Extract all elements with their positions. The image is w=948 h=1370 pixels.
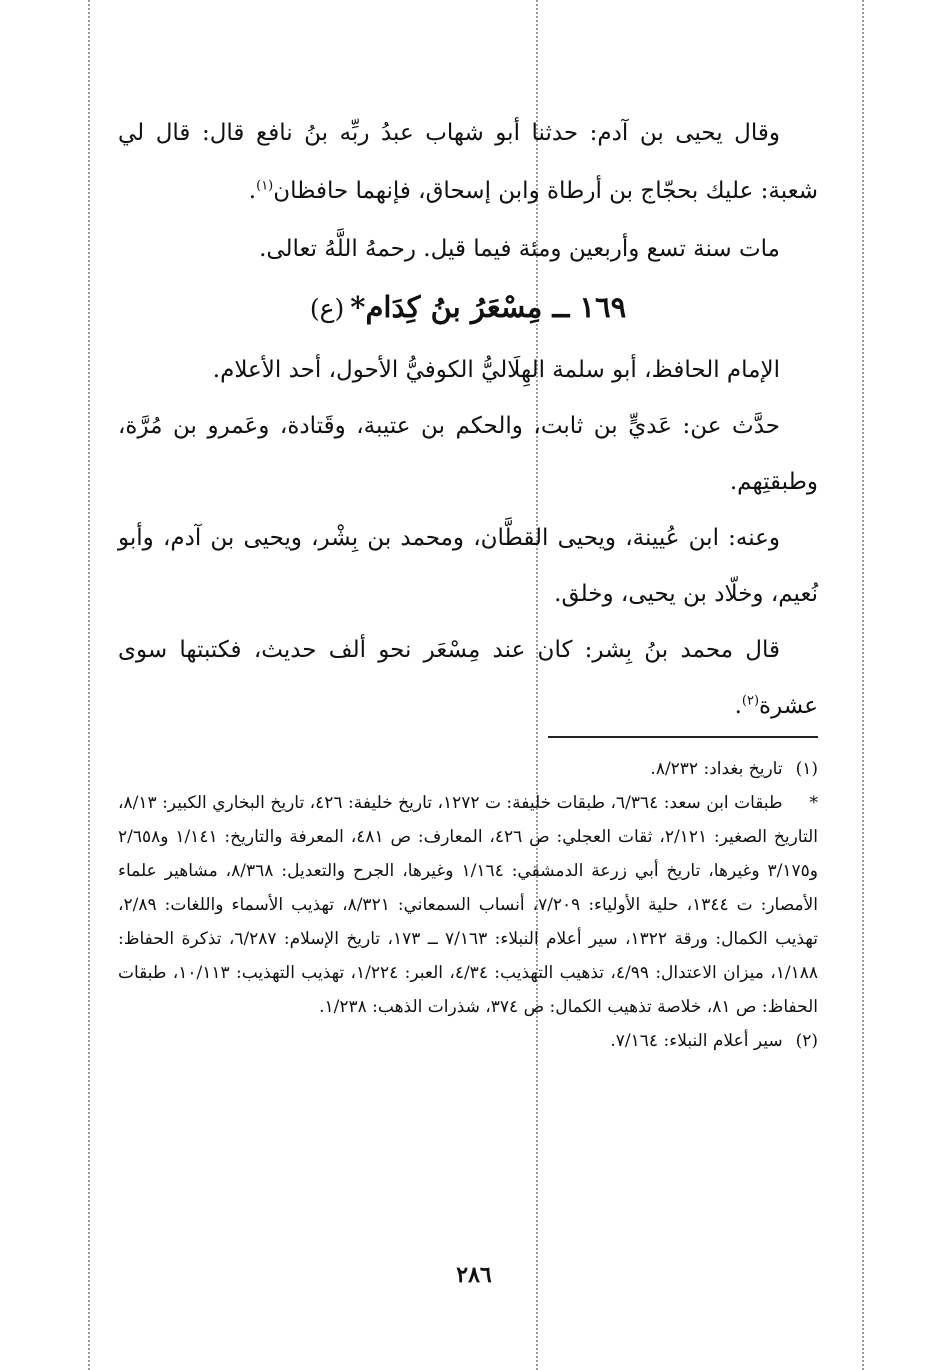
paragraph-2: مات سنة تسع وأربعين ومئة فيما قيل. رحمهُ اللَّهُ تعالى. [259,236,780,262]
footnote-star [118,786,818,1024]
entry-heading [118,280,818,336]
paragraph-4: حدَّث عن: عَديٍّ بن ثابت، والحكم بن عتيبة، وقَتادة، وعَمرو بن مُرَّة، وطبقتِهم. [118,413,818,495]
paragraph-1-end: . [248,178,257,204]
right-margin-guide [862,0,864,1370]
footnote-2-mark: (٢) [795,1031,818,1051]
footnote-2-text: سير أعلام النبلاء: ٧/١٦٤. [610,1031,783,1051]
page-number: ٢٨٦ [456,1262,492,1288]
footnote-star-mark: * [809,793,819,813]
main-text [118,104,818,734]
paragraph-5: وعنه: ابن عُيينة، ويحيى القطَّان، ومحمد بن بِشْر، ويحيى بن آدم، وأبو نُعيم، وخلّاد بن يحيى، وخلق. [118,525,818,607]
footnote-1-text: تاريخ بغداد: ٨/٢٣٢. [650,759,783,779]
footnote-divider [548,736,818,738]
paragraph-1-text: وقال يحيى بن آدم: حدثنا أبو شهاب عبدُ ربِّه بنُ نافع قال: قال لي شعبة: عليك بحجّاج بن أرطاة وابن إسحاق، فإنهما حافظان [118,120,818,204]
entry-title: ١٦٩ ــ مِسْعَرُ بنُ كِدَام* [350,290,627,324]
paragraph-6-end: . [734,693,742,719]
footnote-1 [118,752,818,786]
paragraph-6-text: قال محمد بنُ بِشر: كان عند مِسْعَر نحو ألف حديث، فكتبتها سوى عشرة [118,637,818,719]
paragraph-6 [118,622,818,734]
footnote-ref-2[interactable]: (٢) [741,693,760,709]
footnotes [118,752,818,1058]
footnote-1-mark: (١) [795,759,818,779]
paragraph-3: الإمام الحافظ، أبو سلمة الهِلَاليُّ الكوفيُّ الأحول، أحد الأعلام. [212,357,780,383]
left-margin-guide [88,0,90,1370]
entry-code: (ع) [309,294,345,323]
footnote-2 [118,1024,818,1058]
footnote-star-text: طبقات ابن سعد: ٦/٣٦٤، طبقات خليفة: ت ١٢٧٢، تاريخ خليفة: ٤٢٦، تاريخ البخاري الكبير: ٨/١٣، التاريخ الصغير: ٢/١٢١، ثقات العجلي: ص ٤٢٦، المعارف: ص ٤٨١، المعرفة والتاريخ: ١/١٤١ و٢/٦٥٨ و٣/١٧٥ وغيرها، تاريخ أبي زرعة الدمشقي: ١/١٦٤ وغيرها، الجرح والتعديل: ٨/٣٦٨، مشاهير علماء الأمصار: ت ١٣٤٤، حلية الأولياء: ٧/٢٠٩، أنساب السمعاني: ٨/٣٢١، تهذيب الأسماء واللغات: ٢/٨٩، تهذيب الكمال: ورقة ١٣٢٢، سير أعلام النبلاء: ٧/١٦٣ ــ ١٧٣، تاريخ الإسلام: ٦/٢٨٧، تذكرة الحفاظ: ١/١٨٨، ميزان الاعتدال: ٤/٩٩، تذهيب التهذيب: ٤/٣٤، العبر: ١/٢٢٤، تهذيب التهذيب: ١٠/١١٣، طبقات الحفاظ: ص ٨١، خلاصة تذهيب الكمال: ص ٣٧٤، شذرات الذهب: ١/٢٣٨. [118,793,819,1017]
footnote-ref-1[interactable]: (١) [256,178,274,194]
paragraph-1 [118,104,818,220]
